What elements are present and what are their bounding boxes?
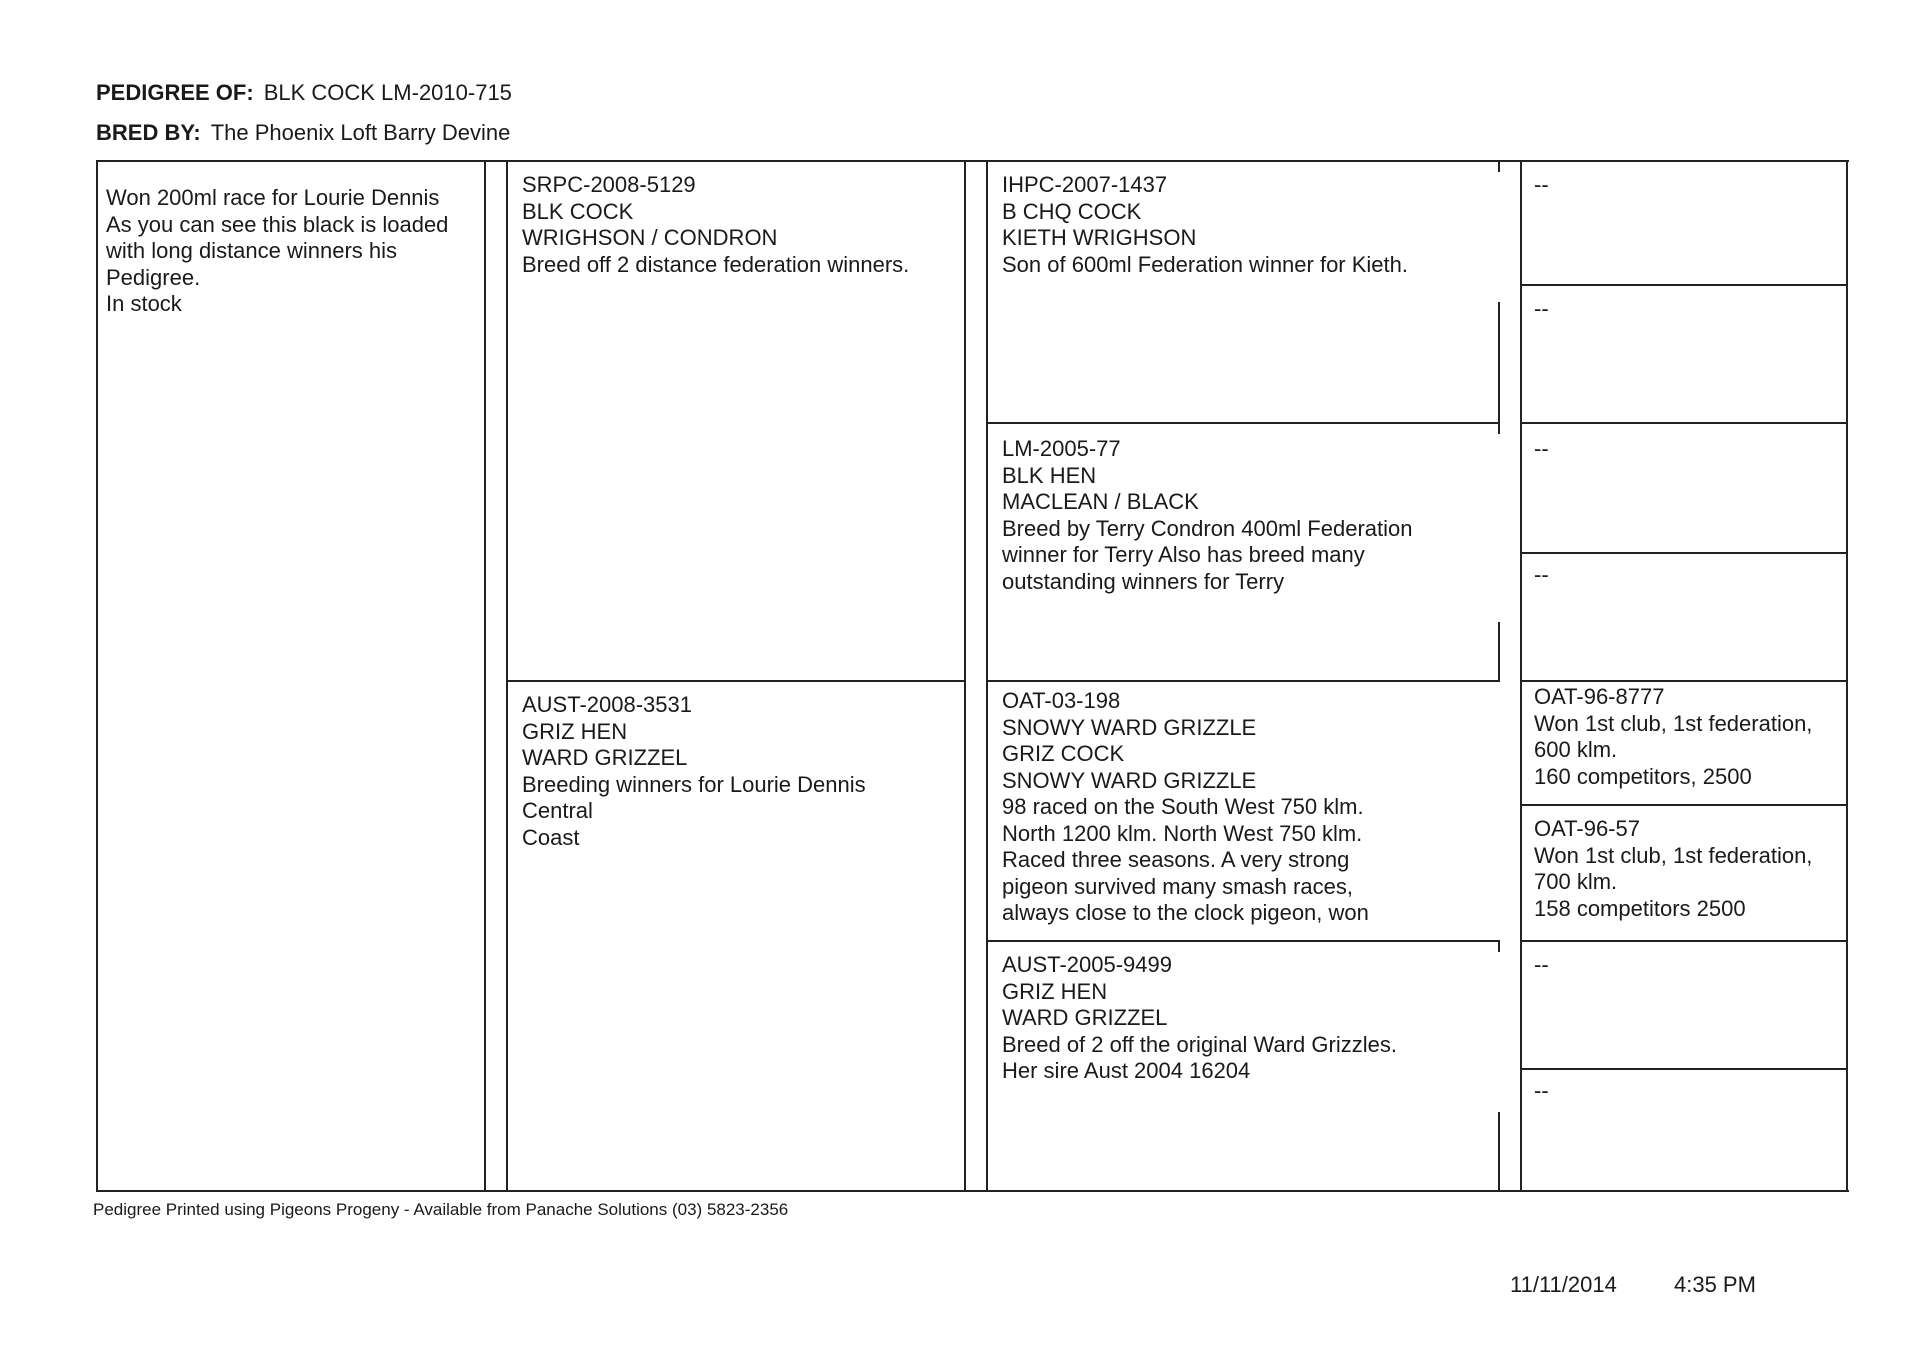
sire-dam-entry: LM-2005-77 BLK HEN MACLEAN / BLACK Breed by Terry Condron 400ml Federation winner for Terry Also has breed many outstanding winners for Terry [1002, 436, 1413, 594]
great-grandparent-entry: -- [1534, 172, 1549, 197]
great-grandparent-entry: -- [1534, 436, 1549, 461]
bred-by-header [96, 120, 510, 146]
row-divider [1520, 1068, 1848, 1070]
subject-notes: Won 200ml race for Lourie Dennis As you can see this black is loaded with long distance winners his Pedigree. In stock [106, 185, 449, 316]
sire-sire-entry: IHPC-2007-1437 B CHQ COCK KIETH WRIGHSON Son of 600ml Federation winner for Kieth. [1002, 172, 1409, 277]
great-grandparent-entry: -- [1534, 952, 1549, 977]
column-divider [1498, 622, 1500, 682]
dam-entry: AUST-2008-3531 GRIZ HEN WARD GRIZZEL Breeding winners for Lourie Dennis Central Coast [522, 692, 866, 850]
great-grandparent-entry: -- [1534, 562, 1549, 587]
column-divider [1498, 160, 1500, 172]
row-divider [1520, 680, 1848, 682]
row-divider [1520, 804, 1848, 806]
great-grandparent-entry: -- [1534, 296, 1549, 321]
row-divider [1520, 940, 1848, 942]
column-divider [964, 160, 966, 1190]
pedigree-of-value: BLK COCK LM-2010-715 [263, 80, 512, 105]
row-divider [506, 680, 964, 682]
great-grandparent-entry: -- [1534, 1078, 1549, 1103]
dam-dam-entry: AUST-2005-9499 GRIZ HEN WARD GRIZZEL Breed of 2 off the original Ward Grizzles. Her sire Aust 2004 16204 [1002, 952, 1397, 1083]
row-divider [1520, 284, 1848, 286]
column-divider [1498, 302, 1500, 434]
chart-bottom-border [96, 1190, 1849, 1192]
column-divider [986, 160, 988, 1190]
chart-right-border [1846, 160, 1848, 1190]
column-divider [506, 160, 508, 1190]
print-date: 11/11/2014 [1510, 1272, 1617, 1297]
row-divider [1520, 552, 1848, 554]
chart-top-border [96, 160, 1849, 162]
great-grandparent-entry: OAT-96-57 Won 1st club, 1st federation, 700 klm. 158 competitors 2500 [1534, 816, 1813, 921]
dam-sire-entry: OAT-03-198 SNOWY WARD GRIZZLE GRIZ COCK SNOWY WARD GRIZZLE 98 raced on the South West 750 klm. North 1200 klm. North West 750 klm. Raced three seasons. A very strong pigeon survived many smash races, always close to the clock pigeon, won [1002, 688, 1369, 925]
pedigree-chart [96, 160, 1849, 1190]
row-divider [986, 940, 1500, 942]
print-time: 4:35 PM [1674, 1272, 1756, 1297]
sire-entry: SRPC-2008-5129 BLK COCK WRIGHSON / CONDRON Breed off 2 distance federation winners. [522, 172, 910, 277]
bred-by-value: The Phoenix Loft Barry Devine [210, 120, 511, 145]
column-divider [1520, 160, 1522, 1190]
footer-credit: Pedigree Printed using Pigeons Progeny - Available from Panache Solutions (03) 5823-2356 [93, 1200, 789, 1219]
bred-by-label: BRED BY: [96, 120, 201, 145]
column-divider [1498, 1112, 1500, 1190]
great-grandparent-entry: OAT-96-8777 Won 1st club, 1st federation, 600 klm. 160 competitors, 2500 [1534, 684, 1813, 789]
pedigree-of-label: PEDIGREE OF: [96, 80, 254, 105]
row-divider [1520, 422, 1848, 424]
pedigree-of-header [96, 80, 512, 106]
row-divider [986, 422, 1500, 424]
row-divider [986, 680, 1500, 682]
chart-left-border [96, 160, 98, 1190]
column-divider [484, 160, 486, 1190]
